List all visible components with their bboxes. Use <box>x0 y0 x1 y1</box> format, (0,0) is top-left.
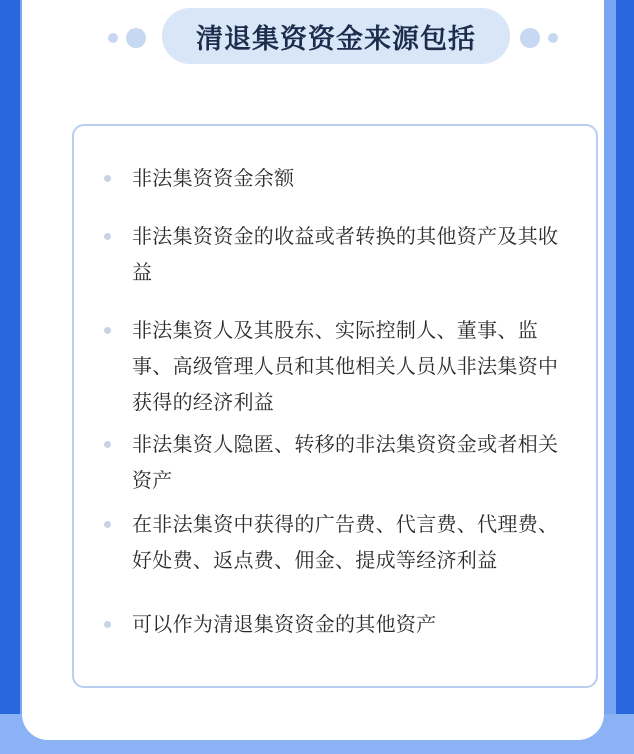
list-item <box>132 312 572 420</box>
title-pill <box>162 8 510 64</box>
list-item-text: 可以作为清退集资资金的其他资产 <box>132 612 437 636</box>
bullet-dot-icon <box>104 327 111 334</box>
list-item <box>132 218 572 290</box>
card-title: 清退集资资金来源包括 <box>196 23 476 55</box>
bullet-dot-icon <box>104 175 111 182</box>
info-card <box>22 0 604 740</box>
list-item-text: 在非法集资中获得的广告费、代言费、代理费、好处费、返点费、佣金、提成等经济利益 <box>132 512 559 572</box>
decor-dot-icon <box>520 28 540 48</box>
bullet-dot-icon <box>104 621 111 628</box>
list-item-text: 非法集资资金余额 <box>132 166 295 190</box>
list-item-text: 非法集资人及其股东、实际控制人、董事、监事、高级管理人员和其他相关人员从非法集资中获得的经济利益 <box>132 318 559 414</box>
list-item-text: 非法集资资金的收益或者转换的其他资产及其收益 <box>132 224 559 284</box>
decor-dot-icon <box>548 33 558 43</box>
list-item <box>132 506 572 578</box>
list-item <box>132 160 572 196</box>
list-item <box>132 426 572 498</box>
bullet-dot-icon <box>104 521 111 528</box>
sources-list <box>72 124 598 688</box>
bullet-dot-icon <box>104 233 111 240</box>
list-item <box>132 606 572 642</box>
list-item-text: 非法集资人隐匿、转移的非法集资资金或者相关资产 <box>132 432 559 492</box>
background-stripe-right <box>616 0 634 754</box>
decor-dot-icon <box>126 28 146 48</box>
bullet-dot-icon <box>104 441 111 448</box>
background-stripe-left <box>0 0 20 754</box>
decor-dot-icon <box>108 33 118 43</box>
